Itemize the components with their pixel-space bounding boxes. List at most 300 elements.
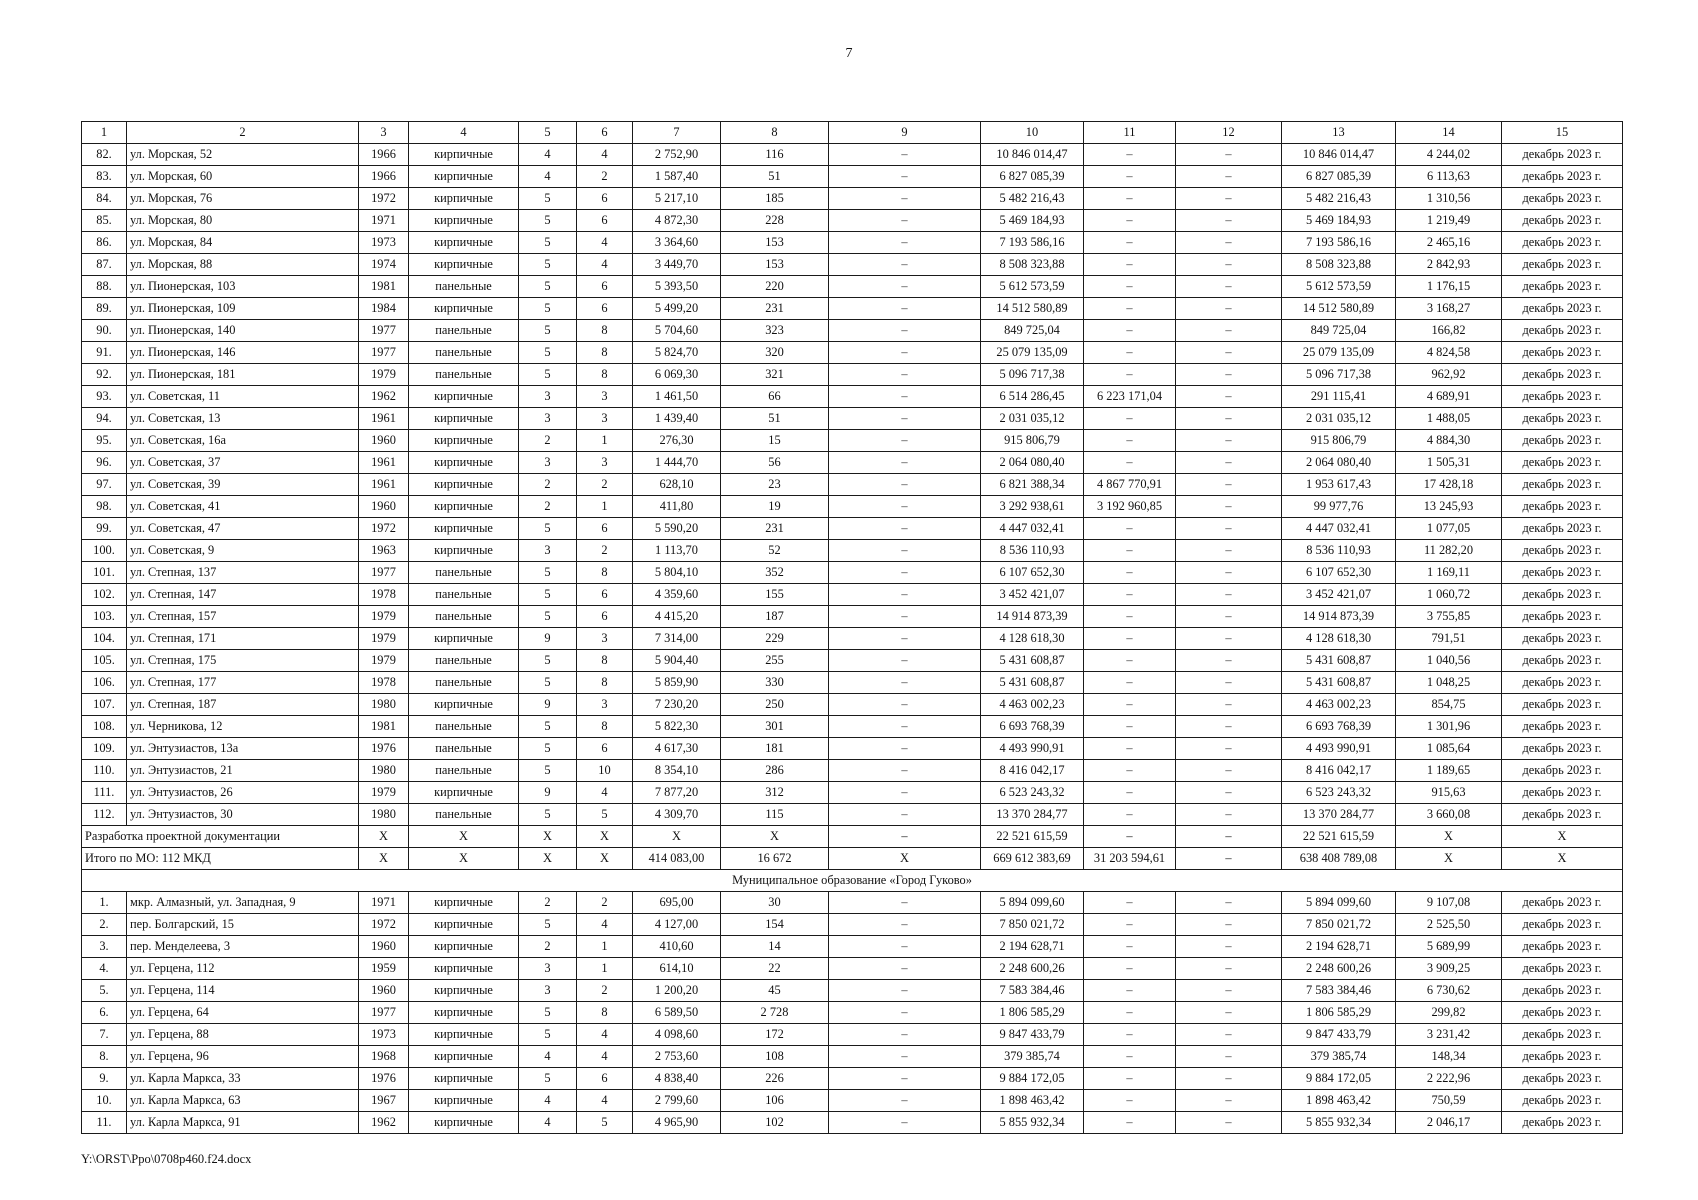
cell-col-3: 1962 — [359, 1112, 409, 1134]
cell-col-6: 6 — [577, 210, 633, 232]
municipality-section-row — [82, 870, 1623, 892]
cell-col-13: 8 416 042,17 — [1282, 760, 1396, 782]
cell-col-15: декабрь 2023 г. — [1502, 892, 1623, 914]
cell-col-4: X — [409, 826, 519, 848]
cell-col-5: 2 — [519, 474, 577, 496]
cell-col-11: – — [1084, 408, 1176, 430]
cell-col-13: 7 850 021,72 — [1282, 914, 1396, 936]
cell-col-15: декабрь 2023 г. — [1502, 804, 1623, 826]
cell-col-14: 1 488,05 — [1396, 408, 1502, 430]
cell-col-1: 108. — [82, 716, 127, 738]
cell-col-7: 5 217,10 — [633, 188, 721, 210]
cell-col-3: 1962 — [359, 386, 409, 408]
table-row — [82, 364, 1623, 386]
cell-col-8: 154 — [721, 914, 829, 936]
cell-col-4: панельные — [409, 584, 519, 606]
cell-col-8: 30 — [721, 892, 829, 914]
cell-col-6: 2 — [577, 166, 633, 188]
cell-col-8: 52 — [721, 540, 829, 562]
cell-col-10: 13 370 284,77 — [981, 804, 1084, 826]
cell-col-2: ул. Энтузиастов, 21 — [127, 760, 359, 782]
cell-col-12: – — [1176, 848, 1282, 870]
cell-col-5: 5 — [519, 738, 577, 760]
cell-col-11: – — [1084, 936, 1176, 958]
cell-col-12: – — [1176, 276, 1282, 298]
cell-col-6: 6 — [577, 298, 633, 320]
cell-col-13: 7 583 384,46 — [1282, 980, 1396, 1002]
cell-col-15: декабрь 2023 г. — [1502, 936, 1623, 958]
cell-col-9: – — [829, 298, 981, 320]
table-body — [82, 144, 1623, 1134]
cell-col-1: 87. — [82, 254, 127, 276]
cell-col-8: 115 — [721, 804, 829, 826]
cell-col-11: – — [1084, 452, 1176, 474]
cell-col-1: 3. — [82, 936, 127, 958]
cell-col-10: 849 725,04 — [981, 320, 1084, 342]
cell-col-13: 291 115,41 — [1282, 386, 1396, 408]
cell-col-12: – — [1176, 452, 1282, 474]
cell-col-1: 106. — [82, 672, 127, 694]
cell-col-6: 4 — [577, 144, 633, 166]
cell-col-14: 148,34 — [1396, 1046, 1502, 1068]
cell-col-10: 6 514 286,45 — [981, 386, 1084, 408]
cell-col-4: панельные — [409, 804, 519, 826]
cell-col-10: 5 431 608,87 — [981, 672, 1084, 694]
cell-col-12: – — [1176, 1068, 1282, 1090]
cell-col-12: – — [1176, 386, 1282, 408]
cell-col-9: – — [829, 144, 981, 166]
cell-col-6: 8 — [577, 320, 633, 342]
cell-col-10: 9 847 433,79 — [981, 1024, 1084, 1046]
cell-col-11: – — [1084, 628, 1176, 650]
cell-col-7: 2 752,90 — [633, 144, 721, 166]
cell-col-9: – — [829, 892, 981, 914]
cell-col-13: 4 463 002,23 — [1282, 694, 1396, 716]
cell-col-15: декабрь 2023 г. — [1502, 430, 1623, 452]
cell-col-10: 5 431 608,87 — [981, 650, 1084, 672]
cell-col-11: – — [1084, 738, 1176, 760]
cell-col-14: 791,51 — [1396, 628, 1502, 650]
cell-col-2: ул. Черникова, 12 — [127, 716, 359, 738]
cell-col-14: 11 282,20 — [1396, 540, 1502, 562]
cell-col-4: панельные — [409, 276, 519, 298]
cell-col-9: – — [829, 210, 981, 232]
cell-col-15: декабрь 2023 г. — [1502, 496, 1623, 518]
table-row — [82, 980, 1623, 1002]
cell-col-3: 1966 — [359, 144, 409, 166]
cell-col-12: – — [1176, 694, 1282, 716]
cell-col-12: – — [1176, 804, 1282, 826]
cell-col-7: 3 364,60 — [633, 232, 721, 254]
cell-col-2: ул. Степная, 157 — [127, 606, 359, 628]
cell-col-12: – — [1176, 210, 1282, 232]
cell-col-8: 187 — [721, 606, 829, 628]
cell-col-3: 1976 — [359, 1068, 409, 1090]
cell-col-4: панельные — [409, 650, 519, 672]
cell-col-8: 45 — [721, 980, 829, 1002]
table-row — [82, 298, 1623, 320]
cell-col-15: декабрь 2023 г. — [1502, 1068, 1623, 1090]
column-header-9: 9 — [829, 122, 981, 144]
cell-col-9: – — [829, 650, 981, 672]
cell-col-15: декабрь 2023 г. — [1502, 166, 1623, 188]
cell-col-6: 8 — [577, 364, 633, 386]
cell-col-7: 4 838,40 — [633, 1068, 721, 1090]
cell-col-10: 7 850 021,72 — [981, 914, 1084, 936]
cell-col-9: – — [829, 254, 981, 276]
cell-col-11: – — [1084, 364, 1176, 386]
cell-col-3: 1979 — [359, 782, 409, 804]
cell-col-15: декабрь 2023 г. — [1502, 276, 1623, 298]
cell-col-7: 5 859,90 — [633, 672, 721, 694]
cell-col-8: 320 — [721, 342, 829, 364]
cell-col-3: 1973 — [359, 1024, 409, 1046]
cell-col-7: 1 587,40 — [633, 166, 721, 188]
cell-col-6: 2 — [577, 540, 633, 562]
column-header-3: 3 — [359, 122, 409, 144]
cell-col-9: – — [829, 980, 981, 1002]
cell-col-7: 4 872,30 — [633, 210, 721, 232]
cell-col-6: 8 — [577, 342, 633, 364]
cell-col-1: 107. — [82, 694, 127, 716]
cell-col-5: 5 — [519, 1002, 577, 1024]
cell-col-7: 614,10 — [633, 958, 721, 980]
cell-col-12: – — [1176, 826, 1282, 848]
cell-col-11: – — [1084, 1090, 1176, 1112]
cell-col-11: – — [1084, 804, 1176, 826]
cell-col-14: 1 048,25 — [1396, 672, 1502, 694]
cell-col-15: декабрь 2023 г. — [1502, 540, 1623, 562]
cell-col-1: 86. — [82, 232, 127, 254]
housing-register-table — [81, 121, 1623, 1134]
column-number-header-row — [82, 122, 1623, 144]
cell-col-4: кирпичные — [409, 254, 519, 276]
cell-col-1: 2. — [82, 914, 127, 936]
cell-col-7: 1 113,70 — [633, 540, 721, 562]
table-row — [82, 782, 1623, 804]
table-row — [82, 144, 1623, 166]
cell-col-10: 669 612 383,69 — [981, 848, 1084, 870]
cell-col-10: 8 536 110,93 — [981, 540, 1084, 562]
cell-col-6: 1 — [577, 936, 633, 958]
cell-col-13: 849 725,04 — [1282, 320, 1396, 342]
cell-col-9: – — [829, 1002, 981, 1024]
cell-col-11: – — [1084, 1046, 1176, 1068]
cell-col-6: 3 — [577, 452, 633, 474]
cell-col-10: 6 821 388,34 — [981, 474, 1084, 496]
table-row — [82, 628, 1623, 650]
cell-col-9: – — [829, 606, 981, 628]
cell-col-14: 3 231,42 — [1396, 1024, 1502, 1046]
cell-col-1: 105. — [82, 650, 127, 672]
cell-col-7: 5 704,60 — [633, 320, 721, 342]
cell-col-1: 104. — [82, 628, 127, 650]
cell-col-14: 1 189,65 — [1396, 760, 1502, 782]
cell-col-2: ул. Энтузиастов, 13а — [127, 738, 359, 760]
cell-col-4: панельные — [409, 562, 519, 584]
cell-col-5: 9 — [519, 628, 577, 650]
cell-col-6: 2 — [577, 474, 633, 496]
cell-col-15: X — [1502, 848, 1623, 870]
cell-col-13: 5 855 932,34 — [1282, 1112, 1396, 1134]
cell-col-7: 7 877,20 — [633, 782, 721, 804]
cell-col-1: 93. — [82, 386, 127, 408]
cell-col-3: 1960 — [359, 936, 409, 958]
cell-col-15: декабрь 2023 г. — [1502, 562, 1623, 584]
cell-col-11: – — [1084, 342, 1176, 364]
cell-col-1: 100. — [82, 540, 127, 562]
cell-col-11: 31 203 594,61 — [1084, 848, 1176, 870]
cell-col-6: 4 — [577, 914, 633, 936]
cell-col-13: 4 447 032,41 — [1282, 518, 1396, 540]
cell-col-9: – — [829, 1112, 981, 1134]
cell-col-9: – — [829, 738, 981, 760]
cell-col-13: 4 493 990,91 — [1282, 738, 1396, 760]
cell-col-12: – — [1176, 254, 1282, 276]
cell-col-4: кирпичные — [409, 188, 519, 210]
cell-col-6: 6 — [577, 518, 633, 540]
cell-col-14: X — [1396, 848, 1502, 870]
cell-col-14: 4 824,58 — [1396, 342, 1502, 364]
table-row — [82, 1024, 1623, 1046]
cell-col-8: 22 — [721, 958, 829, 980]
table-row — [82, 540, 1623, 562]
cell-col-5: 5 — [519, 606, 577, 628]
cell-col-9: – — [829, 496, 981, 518]
cell-col-12: – — [1176, 188, 1282, 210]
cell-col-2: ул. Советская, 41 — [127, 496, 359, 518]
cell-col-6: X — [577, 826, 633, 848]
cell-col-15: декабрь 2023 г. — [1502, 232, 1623, 254]
page-number: 7 — [845, 46, 853, 61]
cell-col-5: 5 — [519, 342, 577, 364]
cell-col-3: 1980 — [359, 760, 409, 782]
cell-col-1: 8. — [82, 1046, 127, 1068]
cell-col-12: – — [1176, 298, 1282, 320]
cell-col-6: 5 — [577, 804, 633, 826]
cell-col-7: 1 444,70 — [633, 452, 721, 474]
cell-col-3: 1977 — [359, 1002, 409, 1024]
cell-col-7: 5 822,30 — [633, 716, 721, 738]
cell-col-8: 226 — [721, 1068, 829, 1090]
cell-col-8: 231 — [721, 298, 829, 320]
cell-col-14: 1 060,72 — [1396, 584, 1502, 606]
cell-col-14: 2 525,50 — [1396, 914, 1502, 936]
cell-col-10: 7 583 384,46 — [981, 980, 1084, 1002]
cell-col-14: 4 689,91 — [1396, 386, 1502, 408]
cell-col-14: 1 219,49 — [1396, 210, 1502, 232]
cell-col-9: – — [829, 804, 981, 826]
cell-col-4: кирпичные — [409, 166, 519, 188]
cell-col-11: – — [1084, 1068, 1176, 1090]
cell-col-5: 3 — [519, 980, 577, 1002]
cell-col-2: ул. Советская, 13 — [127, 408, 359, 430]
cell-col-5: 5 — [519, 716, 577, 738]
cell-col-11: – — [1084, 144, 1176, 166]
cell-col-7: 4 965,90 — [633, 1112, 721, 1134]
cell-col-14: 4 244,02 — [1396, 144, 1502, 166]
cell-col-7: 3 449,70 — [633, 254, 721, 276]
cell-col-2: ул. Советская, 9 — [127, 540, 359, 562]
cell-col-12: – — [1176, 650, 1282, 672]
cell-col-15: декабрь 2023 г. — [1502, 628, 1623, 650]
cell-col-7: 5 590,20 — [633, 518, 721, 540]
cell-col-13: 1 953 617,43 — [1282, 474, 1396, 496]
table-row — [82, 914, 1623, 936]
cell-col-7: 4 415,20 — [633, 606, 721, 628]
cell-col-2: ул. Карла Маркса, 91 — [127, 1112, 359, 1134]
cell-col-14: 5 689,99 — [1396, 936, 1502, 958]
cell-col-5: 4 — [519, 1112, 577, 1134]
design-documentation-row — [82, 826, 1623, 848]
cell-col-4: панельные — [409, 738, 519, 760]
cell-col-13: 5 469 184,93 — [1282, 210, 1396, 232]
cell-col-5: 5 — [519, 320, 577, 342]
cell-col-10: 6 107 652,30 — [981, 562, 1084, 584]
cell-col-9: – — [829, 936, 981, 958]
cell-col-11: – — [1084, 760, 1176, 782]
cell-col-14: 17 428,18 — [1396, 474, 1502, 496]
cell-col-14: 2 465,16 — [1396, 232, 1502, 254]
cell-col-4: кирпичные — [409, 628, 519, 650]
cell-col-13: 8 508 323,88 — [1282, 254, 1396, 276]
cell-col-1: 90. — [82, 320, 127, 342]
cell-col-7: 4 098,60 — [633, 1024, 721, 1046]
cell-col-4: кирпичные — [409, 980, 519, 1002]
cell-col-3: 1972 — [359, 188, 409, 210]
cell-col-12: – — [1176, 1002, 1282, 1024]
cell-col-3: 1980 — [359, 804, 409, 826]
cell-col-9: – — [829, 540, 981, 562]
table-row — [82, 760, 1623, 782]
cell-col-6: 6 — [577, 1068, 633, 1090]
cell-col-5: 2 — [519, 496, 577, 518]
cell-col-9: – — [829, 562, 981, 584]
cell-col-12: – — [1176, 342, 1282, 364]
table-row — [82, 1046, 1623, 1068]
cell-col-7: 5 824,70 — [633, 342, 721, 364]
cell-col-5: 3 — [519, 386, 577, 408]
cell-col-4: кирпичные — [409, 892, 519, 914]
cell-col-11: – — [1084, 232, 1176, 254]
table-row — [82, 804, 1623, 826]
column-header-6: 6 — [577, 122, 633, 144]
cell-col-14: 9 107,08 — [1396, 892, 1502, 914]
cell-col-14: 3 168,27 — [1396, 298, 1502, 320]
cell-col-12: – — [1176, 562, 1282, 584]
cell-col-15: декабрь 2023 г. — [1502, 1090, 1623, 1112]
cell-col-1: 97. — [82, 474, 127, 496]
cell-col-12: – — [1176, 936, 1282, 958]
cell-col-6: 2 — [577, 980, 633, 1002]
cell-col-4: панельные — [409, 760, 519, 782]
cell-col-7: 1 439,40 — [633, 408, 721, 430]
cell-col-5: 5 — [519, 584, 577, 606]
cell-col-13: 9 884 172,05 — [1282, 1068, 1396, 1090]
cell-col-15: декабрь 2023 г. — [1502, 518, 1623, 540]
cell-col-2: ул. Степная, 187 — [127, 694, 359, 716]
cell-col-3: X — [359, 826, 409, 848]
cell-col-12: – — [1176, 716, 1282, 738]
cell-col-15: декабрь 2023 г. — [1502, 364, 1623, 386]
cell-col-11: – — [1084, 518, 1176, 540]
cell-col-8: 185 — [721, 188, 829, 210]
cell-col-8: 116 — [721, 144, 829, 166]
table-row — [82, 254, 1623, 276]
cell-col-14: 13 245,93 — [1396, 496, 1502, 518]
cell-col-13: 6 827 085,39 — [1282, 166, 1396, 188]
table-row — [82, 562, 1623, 584]
cell-col-4: кирпичные — [409, 232, 519, 254]
cell-col-9: – — [829, 518, 981, 540]
cell-col-12: – — [1176, 474, 1282, 496]
cell-col-7: 6 589,50 — [633, 1002, 721, 1024]
cell-col-3: 1979 — [359, 364, 409, 386]
design-documentation-label: Разработка проектной документации — [82, 826, 359, 848]
cell-col-11: – — [1084, 188, 1176, 210]
cell-col-11: – — [1084, 650, 1176, 672]
cell-col-1: 9. — [82, 1068, 127, 1090]
cell-col-10: 4 493 990,91 — [981, 738, 1084, 760]
cell-col-5: 5 — [519, 364, 577, 386]
cell-col-11: – — [1084, 562, 1176, 584]
cell-col-7: 5 499,20 — [633, 298, 721, 320]
cell-col-3: 1981 — [359, 716, 409, 738]
cell-col-2: ул. Герцена, 96 — [127, 1046, 359, 1068]
cell-col-10: 379 385,74 — [981, 1046, 1084, 1068]
cell-col-12: – — [1176, 166, 1282, 188]
cell-col-10: 8 416 042,17 — [981, 760, 1084, 782]
cell-col-2: ул. Герцена, 88 — [127, 1024, 359, 1046]
cell-col-14: 2 046,17 — [1396, 1112, 1502, 1134]
cell-col-4: кирпичные — [409, 914, 519, 936]
cell-col-7: 2 799,60 — [633, 1090, 721, 1112]
cell-col-2: ул. Морская, 88 — [127, 254, 359, 276]
cell-col-10: 22 521 615,59 — [981, 826, 1084, 848]
cell-col-14: 1 310,56 — [1396, 188, 1502, 210]
cell-col-8: 51 — [721, 166, 829, 188]
cell-col-3: 1977 — [359, 562, 409, 584]
cell-col-7: 414 083,00 — [633, 848, 721, 870]
column-header-13: 13 — [1282, 122, 1396, 144]
cell-col-12: – — [1176, 738, 1282, 760]
cell-col-15: декабрь 2023 г. — [1502, 1024, 1623, 1046]
cell-col-11: – — [1084, 430, 1176, 452]
cell-col-3: 1979 — [359, 628, 409, 650]
cell-col-3: 1977 — [359, 320, 409, 342]
cell-col-9: – — [829, 716, 981, 738]
column-header-2: 2 — [127, 122, 359, 144]
cell-col-4: кирпичные — [409, 474, 519, 496]
cell-col-15: декабрь 2023 г. — [1502, 210, 1623, 232]
cell-col-2: ул. Карла Маркса, 63 — [127, 1090, 359, 1112]
cell-col-11: – — [1084, 1112, 1176, 1134]
cell-col-3: 1966 — [359, 166, 409, 188]
cell-col-9: – — [829, 188, 981, 210]
cell-col-6: 1 — [577, 430, 633, 452]
cell-col-9: – — [829, 364, 981, 386]
cell-col-14: 1 085,64 — [1396, 738, 1502, 760]
cell-col-4: кирпичные — [409, 452, 519, 474]
cell-col-1: 111. — [82, 782, 127, 804]
cell-col-1: 89. — [82, 298, 127, 320]
cell-col-3: 1981 — [359, 276, 409, 298]
cell-col-3: 1974 — [359, 254, 409, 276]
cell-col-12: – — [1176, 232, 1282, 254]
cell-col-3: 1971 — [359, 210, 409, 232]
cell-col-13: 5 894 099,60 — [1282, 892, 1396, 914]
cell-col-4: кирпичные — [409, 936, 519, 958]
